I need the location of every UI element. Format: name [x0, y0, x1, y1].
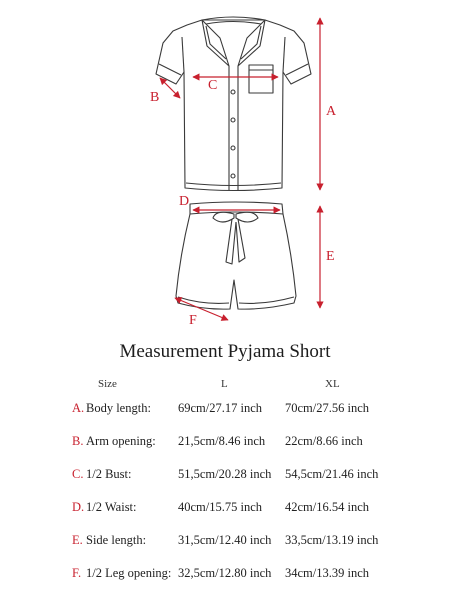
- label-b: B: [150, 90, 160, 105]
- row-letter: D.: [72, 500, 85, 514]
- row-xl-value: 42cm/16.54 inch: [285, 500, 370, 514]
- row-xl-value: 22cm/8.66 inch: [285, 434, 363, 448]
- row-l-value: 32,5cm/12.80 inch: [178, 566, 272, 580]
- row-label: Side length:: [86, 533, 147, 547]
- row-letter: E.: [72, 533, 83, 547]
- row-xl-value: 34cm/13.39 inch: [285, 566, 370, 580]
- row-l-value: 40cm/15.75 inch: [178, 500, 263, 514]
- row-l-value: 69cm/27.17 inch: [178, 401, 263, 415]
- row-label: Body length:: [86, 401, 151, 415]
- page-title: Measurement Pyjama Short: [119, 341, 331, 362]
- row-letter: A.: [72, 401, 85, 415]
- row-label: 1/2 Waist:: [86, 500, 137, 514]
- label-e: E: [326, 249, 335, 264]
- label-a: A: [326, 104, 337, 119]
- shorts-drawing: [176, 202, 296, 309]
- header-size: Size: [98, 378, 117, 390]
- row-letter: F.: [72, 566, 82, 580]
- header-l: L: [221, 378, 228, 390]
- row-letter: C.: [72, 467, 84, 481]
- row-l-value: 51,5cm/20.28 inch: [178, 467, 272, 481]
- label-f: F: [189, 313, 197, 328]
- header-xl: XL: [325, 378, 340, 390]
- row-l-value: 21,5cm/8.46 inch: [178, 434, 266, 448]
- row-xl-value: 70cm/27.56 inch: [285, 401, 370, 415]
- row-xl-value: 54,5cm/21.46 inch: [285, 467, 379, 481]
- row-letter: B.: [72, 434, 84, 448]
- row-xl-value: 33,5cm/13.19 inch: [285, 533, 379, 547]
- row-label: 1/2 Bust:: [86, 467, 132, 481]
- row-l-value: 31,5cm/12.40 inch: [178, 533, 272, 547]
- row-label: Arm opening:: [86, 434, 156, 448]
- label-c: C: [208, 78, 218, 93]
- label-d: D: [179, 194, 190, 209]
- shirt-drawing: [156, 17, 311, 191]
- row-label: 1/2 Leg opening:: [86, 566, 172, 580]
